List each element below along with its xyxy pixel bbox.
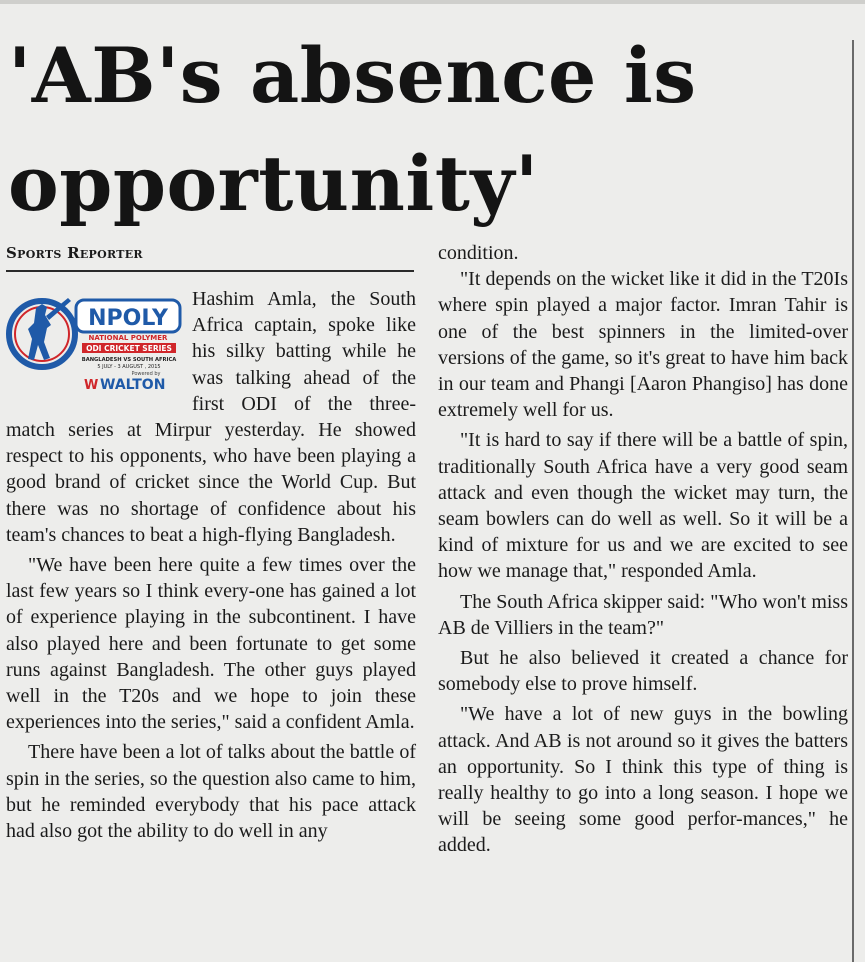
logo-brand: NPOLY [88,306,168,331]
paragraph: "We have been here quite a few times over the last few years so I think every-one has gained a lot of experience playing in the subcontinent. I have also played here and been fortunate to get some runs against Bangladesh. The other guys played well in the T20s and we hope to join these experiences into the series," said a confident Amla. [6,554,416,734]
logo-sub3: BANGLADESH VS SOUTH AFRICA [81,357,177,363]
headline-line-2: opportunity' [8,139,539,228]
logo-sub1: NATIONAL POLYMER [88,334,168,342]
logo-sub4: 5 JULY - 3 AUGUST , 2015 [97,364,161,370]
paragraph: The South Africa skipper said: "Who won't miss AB de Villiers in the team?" [438,590,848,639]
paragraph: condition. [438,242,519,264]
column-edge-rule [852,40,854,962]
top-rule [0,0,865,4]
cricket-logo-icon [6,286,182,394]
paragraph: Hashim Amla, the South Africa captain, spoke like his silky batting while he was talking ahead of the first ODI of the three-match series at Mirpur yesterday. He showed respect to his opponents, who have been playing a good brand of cricket since the World Cup. But there was no shortage of confidence about his team's chances to beat a high-flying Bangladesh. [6,288,416,546]
logo-sponsor: WALTON [100,377,166,393]
svg-text:W: W [84,378,99,393]
paragraph: "It depends on the wicket like it did in the T20Is where spin played a major factor. Imran Tahir is one of the best spinners in the limited-over versions of the game, so it's great to have him back in our team and Phangi [Aaron Phangiso] has done extremely well for us. [438,268,848,422]
logo-powered: Powered by [131,371,161,377]
paragraph: There have been a lot of talks about the battle of spin in the series, so the question also came to him, but he reminded everybody that his pace attack had also got the ability to do well in any [6,741,416,843]
paragraph: "It is hard to say if there will be a battle of spin, traditionally South Africa have a very good seam attack and even though the wicket may turn, the seam bowlers can do well as well. So it will be a kind of mixture for us and we are excited to see how we manage that," responded Amla. [438,429,848,583]
article-column-right [438,240,848,859]
byline: Sports Reporter [6,244,143,262]
byline-divider [6,270,414,272]
article-column-left [6,286,416,844]
logo-sub2: ODI CRICKET SERIES [86,344,172,353]
series-logo [6,286,182,394]
paragraph: "We have a lot of new guys in the bowling attack. And AB is not around so it gives the batters an opportunity. So I think this type of thing is really healthy to go into a long season. I hope we will be seeing some good perfor-mances," he added. [438,703,848,857]
paragraph: But he also believed it created a chance for somebody else to prove himself. [438,647,848,696]
headline-line-1: 'AB's absence is [8,31,697,120]
